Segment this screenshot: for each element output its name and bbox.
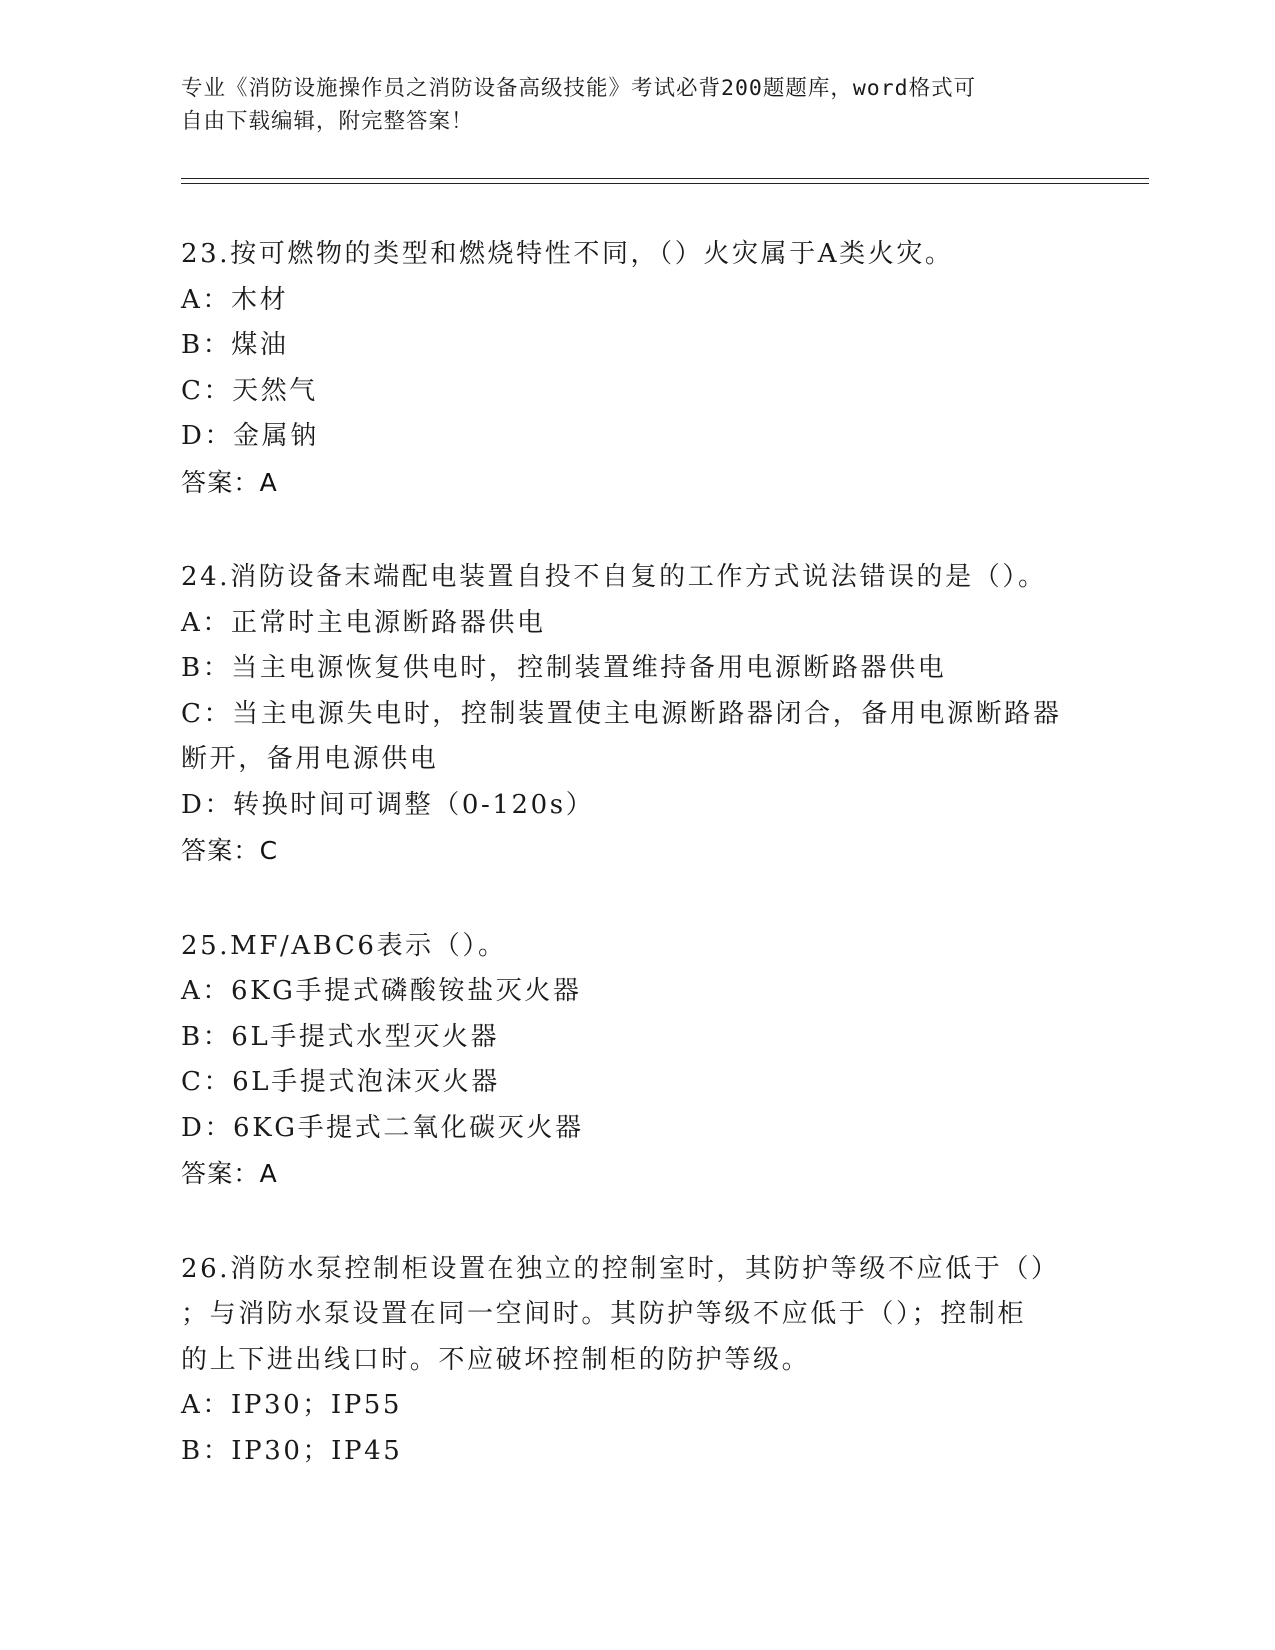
question-block bbox=[181, 232, 1081, 505]
answer-option: C：天然气 bbox=[181, 375, 318, 406]
header-divider-bottom bbox=[181, 183, 1149, 184]
header-divider-top bbox=[181, 178, 1149, 179]
question-stem: 26.消防水泵控制柜设置在独立的控制室时，其防护等级不应低于（） bbox=[181, 1253, 1060, 1284]
answer-key: 答案：A bbox=[181, 467, 278, 497]
question-stem: 24.消防设备末端配电装置自投不自复的工作方式说法错误的是（）。 bbox=[181, 562, 1047, 592]
question-stem: 23.按可燃物的类型和燃烧特性不同，（）火灾属于A类火灾。 bbox=[181, 239, 954, 269]
answer-option: A：正常时主电源断路器供电 bbox=[181, 607, 546, 638]
question-block bbox=[181, 555, 1081, 874]
answer-key: 答案：C bbox=[181, 836, 279, 865]
answer-option: D：转换时间可调整（0-120s） bbox=[181, 789, 595, 820]
answer-option: C：6L手提式泡沫灭火器 bbox=[181, 1067, 500, 1097]
answer-option: C：当主电源失电时，控制装置使主电源断路器闭合，备用电源断路器 bbox=[181, 698, 1062, 729]
answer-option: A：IP30；IP55 bbox=[181, 1390, 403, 1420]
answer-option: 断开，备用电源供电 bbox=[181, 744, 439, 774]
question-stem: 的上下进出线口时。不应破坏控制柜的防护等级。 bbox=[181, 1344, 811, 1375]
answer-option: D：金属钠 bbox=[181, 421, 319, 451]
question-list bbox=[181, 232, 1081, 1524]
question-stem: ；与消防水泵设置在同一空间时。其防护等级不应低于（）；控制柜 bbox=[181, 1299, 1027, 1329]
answer-option: D：6KG手提式二氧化碳灭火器 bbox=[181, 1112, 584, 1143]
answer-option: B：当主电源恢复供电时，控制装置维持备用电源断路器供电 bbox=[181, 653, 947, 683]
answer-key: 答案：A bbox=[181, 1159, 278, 1188]
answer-option: A：木材 bbox=[181, 284, 289, 315]
question-stem: 25.MF/ABC6表示（）。 bbox=[181, 930, 507, 961]
document-header bbox=[181, 72, 1061, 138]
answer-option: B：煤油 bbox=[181, 330, 289, 360]
answer-option: A：6KG手提式磷酸铵盐灭火器 bbox=[181, 976, 582, 1006]
question-block bbox=[181, 924, 1081, 1197]
question-block bbox=[181, 1247, 1081, 1475]
header-line-2: 自由下载编辑，附完整答案！ bbox=[181, 109, 474, 134]
answer-option: B：6L手提式水型灭火器 bbox=[181, 1021, 500, 1052]
answer-option: B：IP30；IP45 bbox=[181, 1435, 403, 1466]
header-line-1: 专业《消防设施操作员之消防设备高级技能》考试必背200题题库，word格式可 bbox=[181, 76, 977, 101]
